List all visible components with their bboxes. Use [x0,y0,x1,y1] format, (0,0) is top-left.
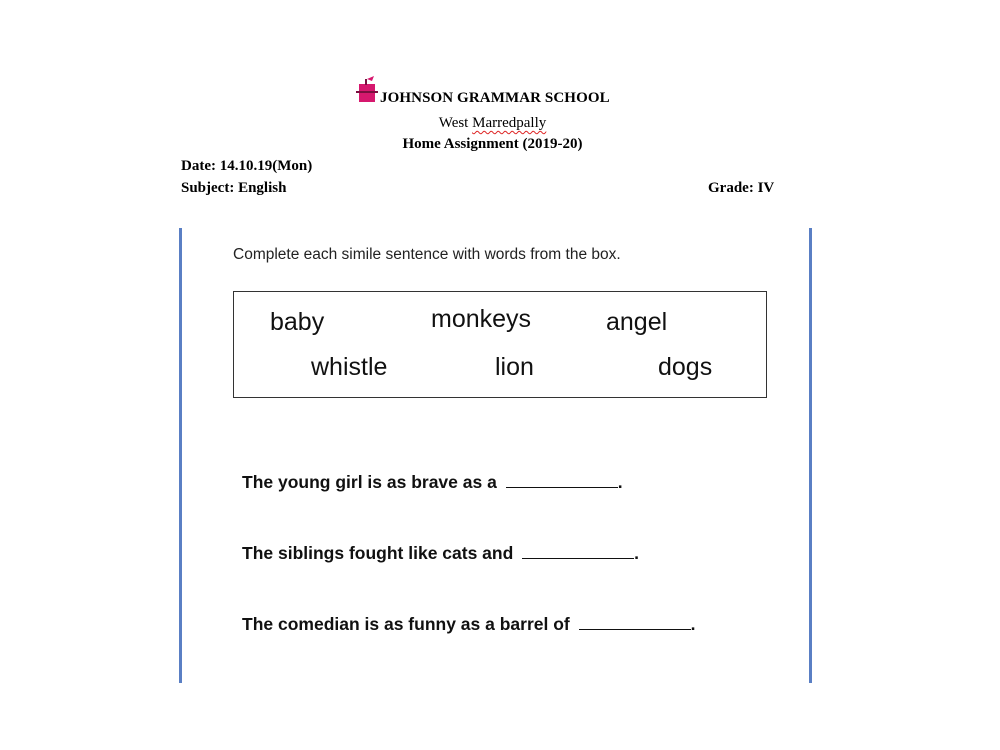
simile-sentence [242,471,623,493]
campus-prefix: West [438,115,473,131]
answer-blank[interactable] [522,542,634,559]
answer-blank[interactable] [506,471,618,488]
word-bank-box [233,291,767,398]
word-bank-item: monkeys [431,305,532,333]
answer-blank[interactable] [579,613,691,630]
assignment-subject: Subject: English [181,180,287,196]
simile-sentence [242,542,639,564]
sentence-end: . [690,614,696,634]
assignment-grade: Grade: IV [708,180,775,196]
worksheet-panel [179,228,812,683]
word-bank-item: lion [495,353,534,381]
word-bank-item: baby [270,308,325,336]
word-bank-item: whistle [311,353,388,381]
word-bank-item: angel [606,308,668,336]
sentence-text: The siblings fought like cats and [242,543,514,563]
sentence-end: . [634,543,640,563]
school-logo-icon [356,76,378,104]
sentence-end: . [617,472,623,492]
school-name: JOHNSON GRAMMAR SCHOOL [380,90,610,106]
simile-sentence [242,613,696,635]
assignment-date: Date: 14.10.19(Mon) [181,158,313,174]
word-bank-item: dogs [658,353,713,381]
sentence-text: The comedian is as funny as a barrel of [242,614,570,634]
sentence-text: The young girl is as brave as a [242,472,497,492]
campus-line [0,115,985,132]
worksheet-instruction: Complete each simile sentence with words from the box. [233,246,621,263]
assignment-title: Home Assignment (2019-20) [402,136,583,152]
campus-name: Marredpally [472,115,547,131]
